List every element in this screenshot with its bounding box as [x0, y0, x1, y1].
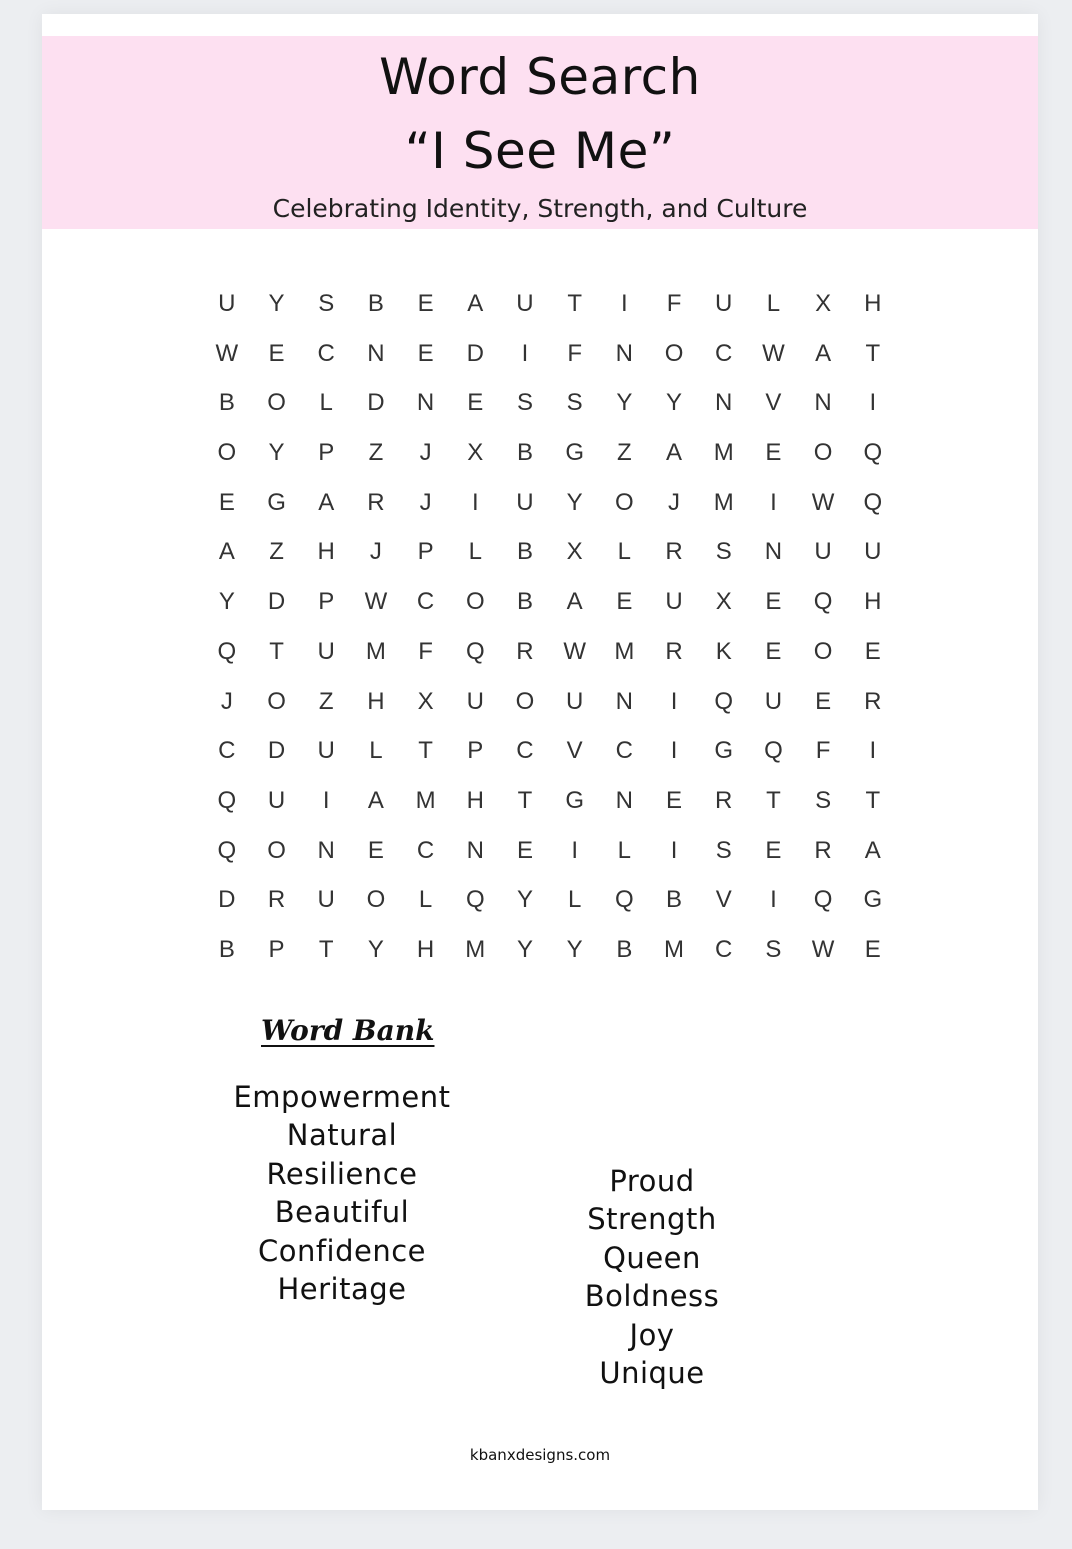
grid-letter: N: [764, 538, 783, 566]
grid-letter: Z: [318, 687, 334, 715]
grid-letter: J: [369, 538, 382, 566]
grid-letter: X: [715, 588, 732, 616]
grid-letter: C: [715, 935, 733, 963]
grid-letter: E: [218, 488, 235, 516]
grid-letter: L: [418, 886, 433, 914]
grid-letter: L: [617, 836, 632, 864]
grid-letter: B: [516, 439, 533, 467]
grid-row: [202, 726, 898, 776]
grid-letter: B: [616, 935, 633, 963]
word-bank-item: Resilience: [266, 1156, 418, 1191]
word-bank-item: Beautiful: [274, 1195, 410, 1230]
grid-letter: T: [865, 339, 881, 367]
grid-letter: G: [267, 488, 286, 516]
grid-letter: Y: [218, 588, 235, 616]
word-bank-item: Natural: [286, 1118, 398, 1153]
grid-letter: C: [715, 339, 733, 367]
grid-letter: T: [269, 637, 284, 665]
grid-letter: R: [715, 786, 733, 814]
grid-letter: E: [417, 290, 434, 317]
grid-letter: T: [517, 786, 533, 814]
grid-letter: P: [318, 588, 335, 616]
grid-row: [202, 875, 898, 925]
grid-letter: Y: [268, 439, 285, 467]
grid-letter: Q: [217, 836, 237, 864]
grid-letter: J: [668, 488, 681, 516]
grid-letter: R: [267, 886, 286, 914]
grid-letter: A: [318, 488, 335, 516]
grid-letter: H: [317, 538, 335, 566]
grid-row: [202, 378, 898, 428]
grid-row: [202, 279, 898, 329]
grid-letter: E: [467, 389, 484, 417]
grid-letter: Q: [813, 588, 833, 616]
grid-letter: E: [268, 339, 285, 367]
grid-letter: A: [367, 786, 384, 814]
grid-letter: L: [319, 389, 333, 417]
grid-letter: Q: [217, 786, 237, 814]
word-bank-item: Joy: [629, 1317, 675, 1352]
word-bank-left-column: [162, 1078, 522, 1308]
grid-letter: I: [770, 488, 777, 516]
grid-letter: U: [764, 687, 783, 715]
grid-letter: C: [516, 737, 534, 765]
grid-letter: U: [317, 886, 335, 914]
grid-letter: Y: [566, 935, 583, 963]
grid-letter: X: [467, 439, 484, 467]
grid-letter: C: [416, 588, 435, 616]
grid-letter: E: [815, 687, 832, 715]
grid-letter: Y: [566, 488, 583, 516]
grid-letter: D: [466, 339, 484, 367]
grid-letter: Y: [268, 290, 285, 317]
grid-letter: O: [615, 488, 634, 516]
grid-letter: Z: [617, 439, 632, 467]
grid-letter: G: [565, 439, 584, 467]
footer-website: kbanxdesigns.com: [469, 1446, 611, 1464]
grid-letter: E: [367, 836, 384, 864]
grid-letter: O: [366, 886, 386, 914]
grid-letter: B: [218, 935, 235, 963]
grid-letter: T: [567, 290, 582, 317]
grid-letter: S: [516, 389, 533, 417]
grid-letter: G: [863, 886, 883, 914]
grid-letter: C: [615, 737, 634, 765]
grid-row: [202, 677, 898, 727]
grid-letter: R: [665, 637, 683, 665]
grid-letter: A: [566, 588, 583, 616]
grid-letter: R: [516, 637, 534, 665]
grid-letter: W: [811, 935, 835, 963]
grid-letter: I: [571, 836, 578, 864]
grid-letter: I: [322, 786, 330, 814]
grid-letter: Q: [714, 687, 734, 715]
grid-letter: N: [416, 389, 435, 417]
grid-letter: U: [466, 687, 484, 715]
grid-letter: E: [864, 935, 881, 963]
grid-letter: O: [465, 588, 485, 616]
grid-letter: P: [467, 737, 484, 765]
grid-letter: M: [713, 488, 734, 516]
grid-letter: L: [617, 538, 632, 566]
grid-letter: F: [666, 290, 682, 317]
grid-letter: D: [367, 389, 385, 417]
grid-letter: L: [766, 290, 781, 317]
grid-letter: Q: [217, 637, 237, 665]
grid-letter: G: [714, 737, 734, 765]
grid-letter: I: [621, 290, 628, 317]
word-bank-item: Confidence: [257, 1233, 427, 1268]
grid-letter: Y: [516, 886, 533, 914]
grid-letter: A: [815, 339, 832, 367]
grid-letter: S: [715, 836, 732, 864]
grid-letter: D: [267, 737, 286, 765]
grid-row: [202, 627, 898, 677]
grid-row: [202, 527, 898, 577]
grid-letter: E: [765, 588, 782, 616]
grid-letter: H: [864, 588, 882, 616]
grid-letter: U: [317, 737, 335, 765]
grid-letter: Q: [764, 737, 783, 765]
grid-letter: O: [267, 836, 286, 864]
grid-letter: H: [864, 290, 882, 317]
grid-letter: Q: [615, 886, 634, 914]
grid-letter: O: [515, 687, 535, 715]
grid-letter: Z: [368, 439, 384, 467]
grid-row: [202, 577, 898, 627]
grid-letter: S: [566, 389, 583, 417]
grid-letter: Q: [465, 886, 485, 914]
grid-letter: I: [670, 687, 678, 715]
grid-letter: P: [268, 935, 285, 963]
grid-letter: H: [466, 786, 484, 814]
grid-letter: U: [218, 290, 236, 317]
grid-letter: C: [416, 836, 435, 864]
grid-letter: O: [267, 687, 286, 715]
grid-letter: D: [267, 588, 286, 616]
grid-letter: S: [318, 290, 335, 317]
grid-letter: E: [616, 588, 633, 616]
grid-letter: F: [815, 737, 831, 765]
grid-letter: D: [218, 886, 236, 914]
grid-letter: E: [765, 439, 782, 467]
grid-letter: I: [521, 339, 529, 367]
grid-letter: E: [516, 836, 533, 864]
grid-row: [202, 925, 898, 975]
grid-letter: L: [567, 886, 582, 914]
grid-letter: U: [317, 637, 335, 665]
grid-letter: T: [766, 786, 781, 814]
grid-letter: R: [864, 687, 882, 715]
grid-letter: T: [418, 737, 433, 765]
grid-letter: T: [865, 786, 881, 814]
word-bank-item: Unique: [599, 1356, 705, 1391]
grid-letter: R: [367, 488, 385, 516]
grid-letter: Y: [666, 389, 683, 417]
grid-letter: C: [317, 339, 335, 367]
grid-letter: U: [267, 786, 286, 814]
grid-letter: B: [218, 389, 235, 417]
word-bank-item: Strength: [587, 1202, 717, 1237]
grid-letter: W: [364, 588, 388, 616]
word-bank-right-column: [472, 1162, 832, 1392]
page-subtitle: “I See Me”: [404, 122, 676, 180]
grid-letter: J: [419, 488, 432, 516]
grid-letter: C: [218, 737, 236, 765]
grid-letter: Q: [465, 637, 485, 665]
grid-letter: M: [465, 935, 486, 963]
grid-letter: M: [415, 786, 436, 814]
grid-letter: B: [516, 588, 533, 616]
grid-letter: M: [713, 439, 734, 467]
grid-letter: A: [467, 290, 484, 317]
grid-letter: E: [765, 637, 782, 665]
word-bank-item: Queen: [603, 1240, 701, 1275]
grid-letter: B: [666, 886, 683, 914]
grid-letter: U: [864, 538, 882, 566]
grid-letter: M: [365, 637, 386, 665]
grid-row: [202, 478, 898, 528]
grid-letter: T: [318, 935, 334, 963]
grid-letter: E: [666, 786, 683, 814]
grid-letter: U: [814, 538, 832, 566]
grid-letter: A: [218, 538, 235, 566]
grid-letter: O: [813, 439, 833, 467]
grid-letter: Z: [269, 538, 284, 566]
grid-row: [202, 428, 898, 478]
grid-letter: I: [770, 886, 777, 914]
grid-letter: M: [614, 637, 635, 665]
grid-letter: N: [466, 836, 484, 864]
grid-letter: W: [811, 488, 835, 516]
grid-letter: N: [615, 339, 634, 367]
grid-letter: I: [869, 389, 877, 417]
word-bank-item: Heritage: [277, 1272, 407, 1307]
grid-letter: Q: [863, 439, 883, 467]
grid-letter: N: [615, 687, 634, 715]
grid-letter: R: [814, 836, 832, 864]
page-tagline: Celebrating Identity, Strength, and Culture: [272, 194, 808, 223]
word-bank-item: Boldness: [584, 1279, 720, 1314]
grid-letter: H: [416, 935, 435, 963]
grid-letter: L: [468, 538, 482, 566]
grid-letter: I: [471, 488, 479, 516]
grid-letter: A: [864, 836, 881, 864]
letter-grid: [202, 279, 898, 975]
grid-letter: Q: [813, 886, 833, 914]
grid-letter: P: [318, 439, 335, 467]
grid-letter: Y: [516, 935, 533, 963]
grid-row: [202, 329, 898, 379]
grid-letter: F: [418, 637, 433, 665]
grid-letter: L: [369, 737, 383, 765]
word-bank-title: Word Bank: [261, 1014, 435, 1047]
grid-letter: G: [565, 786, 584, 814]
grid-letter: X: [417, 687, 434, 715]
grid-letter: W: [215, 339, 239, 367]
grid-letter: S: [715, 538, 732, 566]
grid-letter: N: [615, 786, 634, 814]
grid-letter: Y: [616, 389, 633, 417]
grid-letter: Q: [863, 488, 883, 516]
grid-letter: E: [765, 836, 782, 864]
grid-letter: J: [419, 439, 432, 467]
grid-letter: F: [567, 339, 582, 367]
grid-letter: V: [566, 737, 583, 765]
grid-letter: U: [516, 488, 534, 516]
grid-letter: E: [417, 339, 434, 367]
grid-letter: N: [715, 389, 733, 417]
grid-letter: O: [217, 439, 237, 467]
grid-letter: K: [715, 637, 732, 665]
grid-letter: N: [317, 836, 335, 864]
grid-row: [202, 826, 898, 876]
grid-letter: P: [417, 538, 434, 566]
grid-letter: U: [565, 687, 584, 715]
grid-letter: W: [762, 339, 785, 367]
grid-letter: U: [665, 588, 683, 616]
word-bank-item: Proud: [609, 1164, 695, 1198]
grid-letter: S: [815, 786, 832, 814]
grid-letter: U: [715, 290, 733, 317]
grid-letter: A: [666, 439, 683, 467]
worksheet-page: [42, 14, 1038, 1510]
grid-letter: N: [367, 339, 385, 367]
grid-letter: B: [516, 538, 533, 566]
grid-letter: I: [670, 737, 678, 765]
grid-letter: E: [864, 637, 881, 665]
grid-letter: O: [813, 637, 833, 665]
grid-letter: J: [220, 687, 233, 715]
word-bank-item: Empowerment: [233, 1080, 451, 1114]
grid-letter: H: [367, 687, 385, 715]
grid-letter: Y: [367, 935, 384, 963]
grid-letter: X: [815, 290, 832, 317]
grid-letter: S: [765, 935, 782, 963]
grid-letter: U: [516, 290, 534, 317]
grid-letter: W: [563, 637, 586, 665]
grid-row: [202, 776, 898, 826]
grid-letter: I: [670, 836, 678, 864]
grid-letter: O: [664, 339, 684, 367]
grid-letter: M: [664, 935, 685, 963]
page-title: Word Search: [379, 48, 701, 106]
grid-letter: N: [814, 389, 832, 417]
grid-letter: R: [665, 538, 683, 566]
grid-letter: X: [566, 538, 583, 566]
grid-letter: O: [267, 389, 286, 417]
grid-letter: V: [715, 886, 732, 914]
grid-letter: V: [765, 389, 782, 417]
grid-letter: B: [367, 290, 384, 317]
grid-letter: I: [869, 737, 877, 765]
